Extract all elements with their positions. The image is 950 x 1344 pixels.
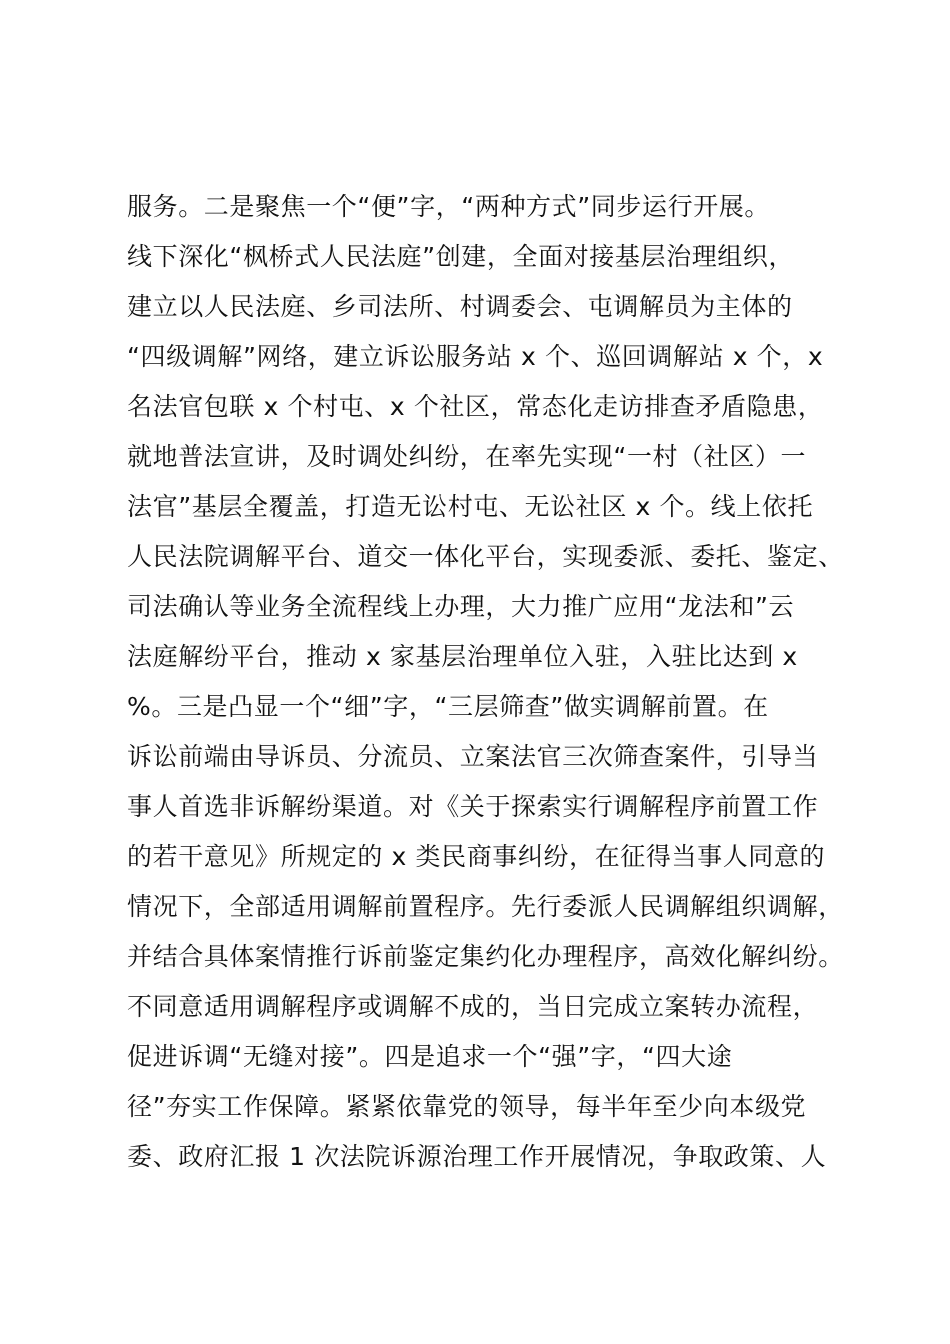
text-line: 司法确认等业务全流程线上办理，大力推广应用“龙法和”云 [127,592,795,621]
text-line: 促进诉调“无缝对接”。四是追求一个“强”字，“四大途 [127,1042,733,1071]
body-text [127,182,857,1182]
text-line: 不同意适用调解程序或调解不成的，当日完成立案转办流程， [127,992,819,1021]
text-line: 委、政府汇报 1 次法院诉源治理工作开展情况，争取政策、人 [127,1142,827,1171]
text-line: 建立以人民法庭、乡司法所、村调委会、屯调解员为主体的 [127,292,793,321]
text-line: 法官”基层全覆盖，打造无讼村屯、无讼社区 x 个。线上依托 [127,492,814,521]
text-line: 情况下，全部适用调解前置程序。先行委派人民调解组织调解， [127,892,844,921]
text-line: 并结合具体案情推行诉前鉴定集约化办理程序，高效化解纠纷。 [127,942,844,971]
text-line: 径”夯实工作保障。紧紧依靠党的领导，每半年至少向本级党 [127,1092,807,1121]
text-line: 线下深化“枫桥式人民法庭”创建，全面对接基层治理组织， [127,242,795,271]
text-line: 就地普法宣讲，及时调处纠纷，在率先实现“一村（社区）一 [127,442,807,471]
text-line: 法庭解纷平台，推动 x 家基层治理单位入驻，入驻比达到 x [127,642,798,671]
text-line: 事人首选非诉解纷渠道。对《关于探索实行调解程序前置工作 [127,792,819,821]
text-line: %。三是凸显一个“细”字，“三层筛查”做实调解前置。在 [127,692,769,721]
text-line: 诉讼前端由导诉员、分流员、立案法官三次筛查案件，引导当 [127,742,819,771]
text-line: 名法官包联 x 个村屯、x 个社区，常态化走访排查矛盾隐患， [127,392,824,421]
text-line: 服务。二是聚焦一个“便”字，“两种方式”同步运行开展。 [127,192,771,221]
text-line: 人民法院调解平台、道交一体化平台，实现委派、委托、鉴定、 [127,542,844,571]
text-line: 的若干意见》所规定的 x 类民商事纠纷，在征得当事人同意的 [127,842,826,871]
text-line: “四级调解”网络，建立诉讼服务站 x 个、巡回调解站 x 个，x [127,342,824,371]
